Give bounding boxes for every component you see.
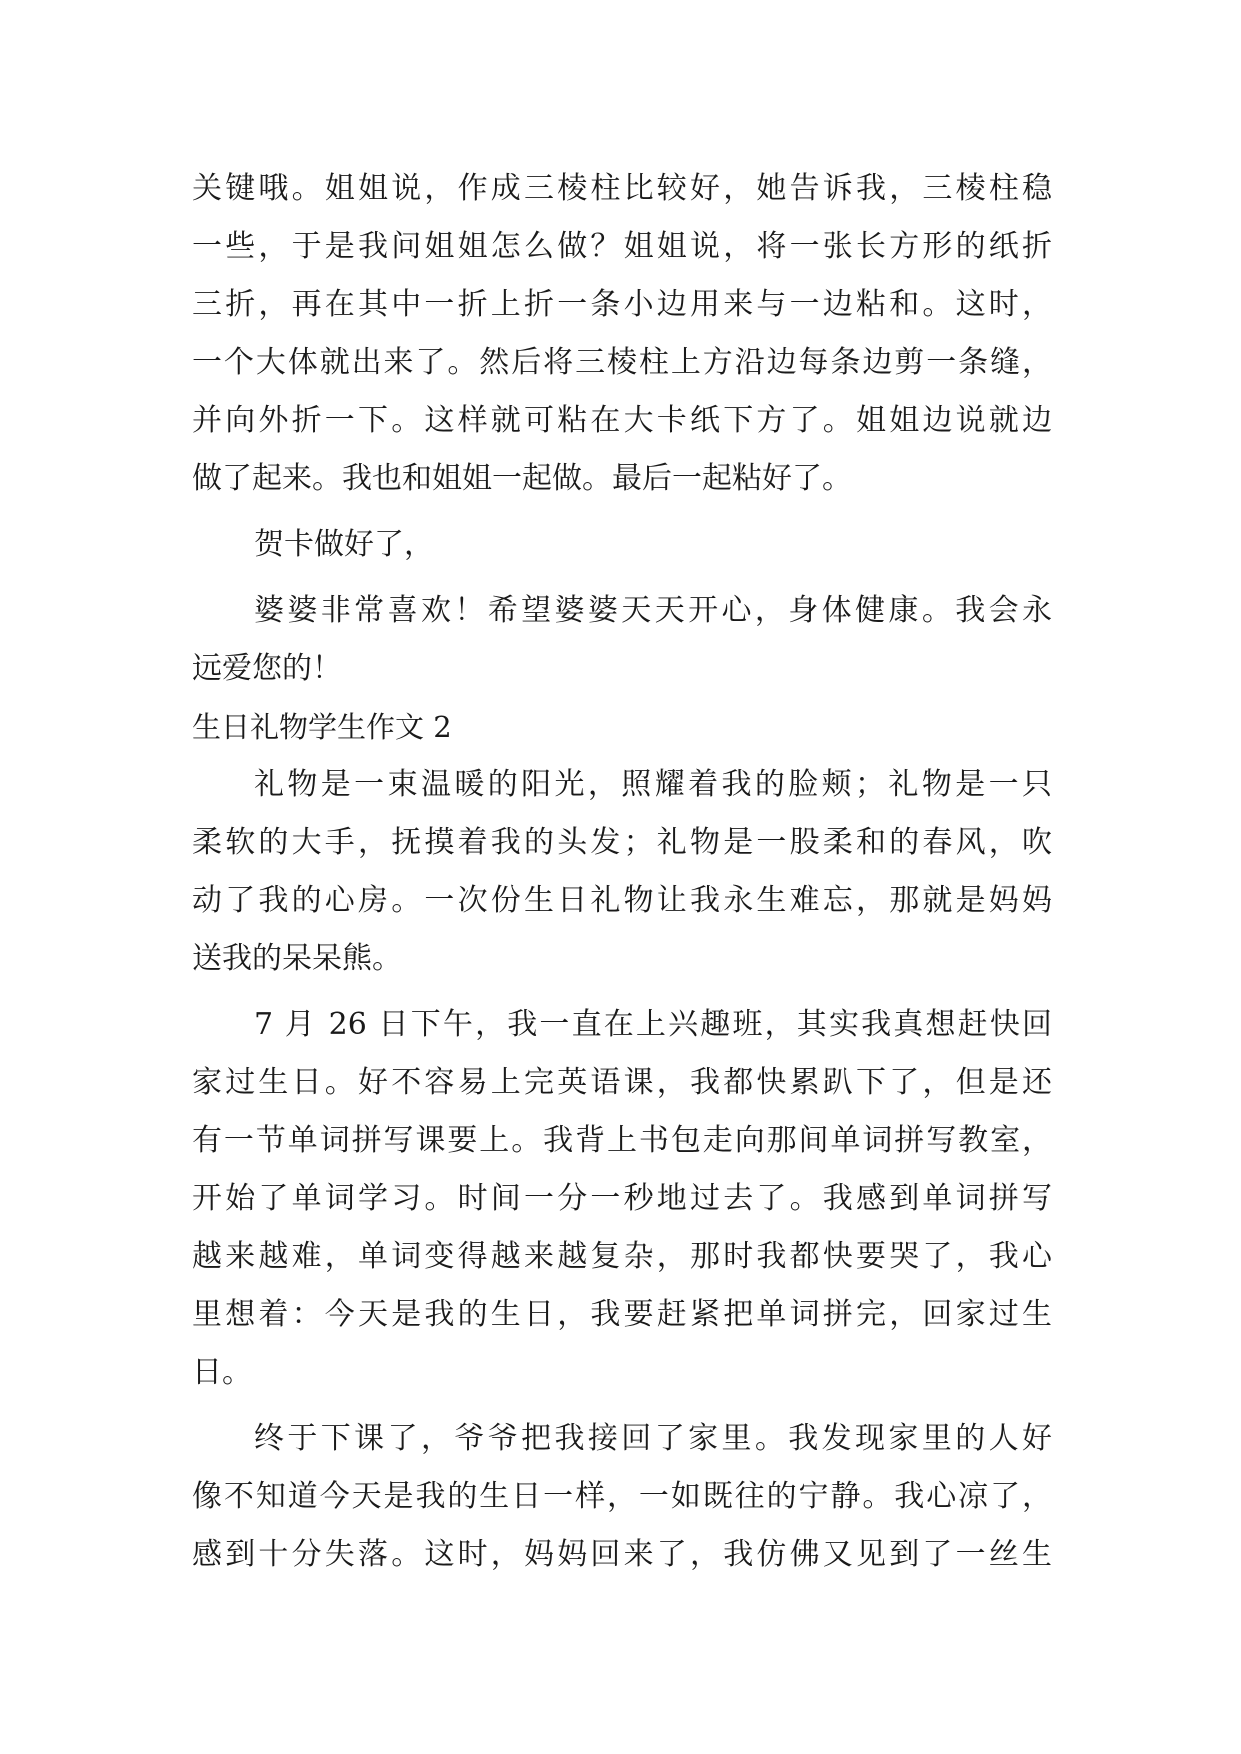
text-line: 礼物是一束温暖的阳光，照耀着我的脸颊；礼物是一只: [254, 767, 1052, 802]
text-line: 终于下课了，爷爷把我接回了家里。我发现家里的人好: [254, 1421, 1052, 1456]
text-line: 家过生日。好不容易上完英语课，我都快累趴下了，但是还: [192, 1065, 1052, 1100]
text-line: 感到十分失落。这时，妈妈回来了，我仿佛又见到了一丝生: [192, 1537, 1052, 1572]
text-line: 日。: [192, 1355, 252, 1390]
text-line: 并向外折一下。这样就可粘在大卡纸下方了。姐姐边说就边: [192, 403, 1052, 438]
section-heading: 生日礼物学生作文 2: [192, 710, 452, 744]
document-body: [192, 160, 1052, 1584]
paragraph: [192, 516, 1052, 574]
text-line: 三折，再在其中一折上折一条小边用来与一边粘和。这时，: [192, 287, 1052, 322]
text-line: 关键哦。姐姐说，作成三棱柱比较好，她告诉我，三棱柱稳: [192, 171, 1052, 206]
text-line: 远爱您的！: [192, 651, 342, 686]
text-line: 做了起来。我也和姐姐一起做。最后一起粘好了。: [192, 461, 852, 496]
text-line: 7 月 26 日下午，我一直在上兴趣班，其实我真想赶快回: [254, 1007, 1052, 1042]
paragraph: [192, 1410, 1052, 1584]
text-line: 里想着：今天是我的生日，我要赶紧把单词拼完，回家过生: [192, 1297, 1052, 1332]
paragraph: [192, 160, 1052, 508]
text-line: 柔软的大手，抚摸着我的头发；礼物是一股柔和的春风，吹: [192, 825, 1052, 860]
text-line: 一个大体就出来了。然后将三棱柱上方沿边每条边剪一条缝，: [192, 345, 1052, 380]
text-line: 婆婆非常喜欢！希望婆婆天天开心，身体健康。我会永: [254, 593, 1052, 628]
text-line: 有一节单词拼写课要上。我背上书包走向那间单词拼写教室，: [192, 1123, 1052, 1158]
text-line: 送我的呆呆熊。: [192, 941, 402, 976]
paragraph: [192, 582, 1052, 698]
text-line: 动了我的心房。一次份生日礼物让我永生难忘，那就是妈妈: [192, 883, 1052, 918]
text-line: 越来越难，单词变得越来越复杂，那时我都快要哭了，我心: [192, 1239, 1052, 1274]
text-line: 贺卡做好了，: [254, 527, 434, 562]
text-line: 开始了单词学习。时间一分一秒地过去了。我感到单词拼写: [192, 1181, 1052, 1216]
text-line: 像不知道今天是我的生日一样，一如既往的宁静。我心凉了，: [192, 1479, 1052, 1514]
text-line: 一些，于是我问姐姐怎么做？姐姐说，将一张长方形的纸折: [192, 229, 1052, 264]
paragraph: [192, 996, 1052, 1402]
paragraph: [192, 756, 1052, 988]
